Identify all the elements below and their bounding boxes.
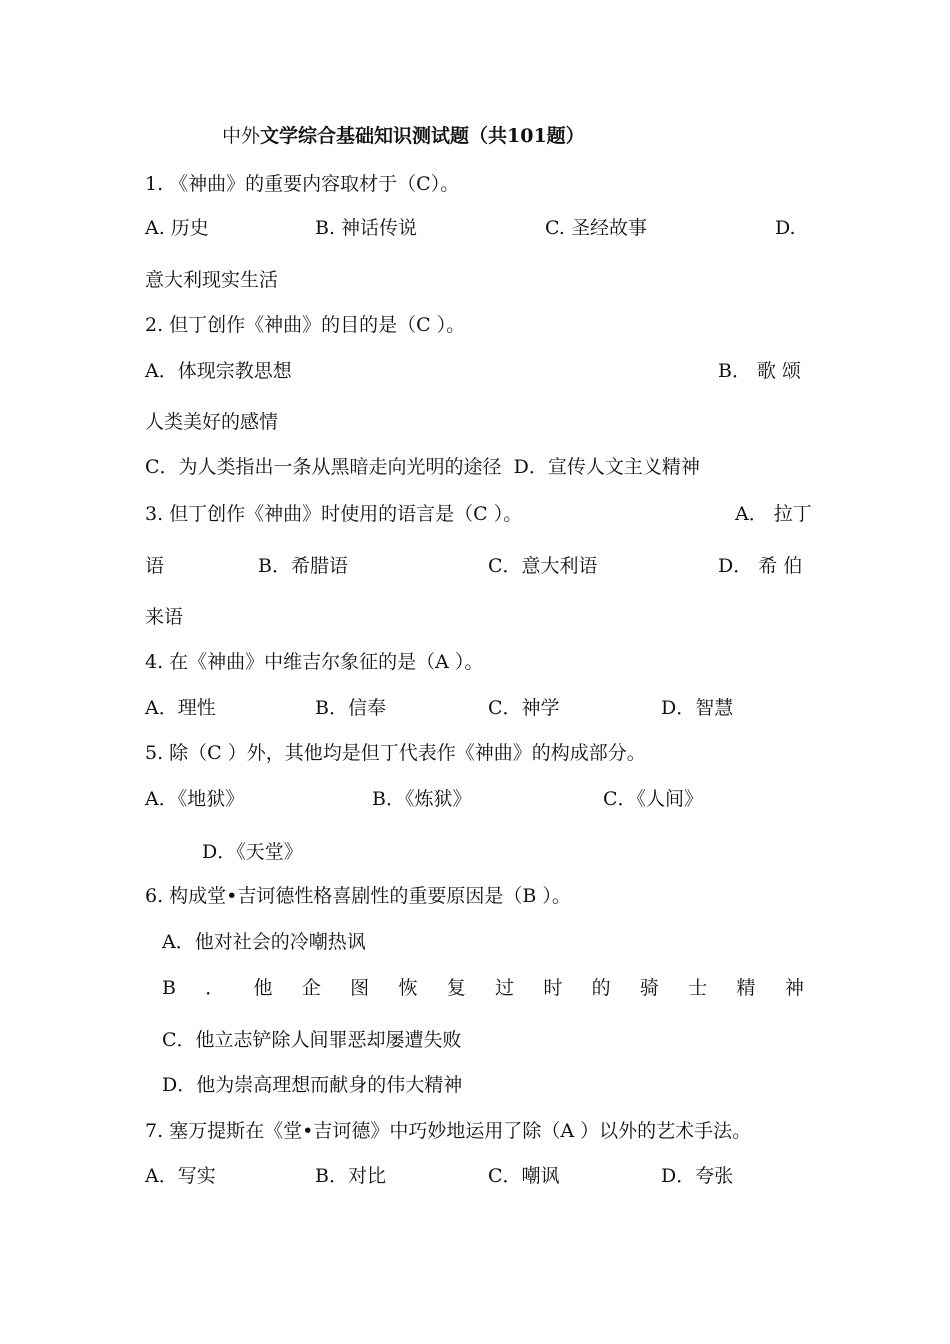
question-2-option-a: A．体现宗教思想 — [145, 360, 292, 382]
question-4-option-a: A．理性 — [145, 697, 216, 719]
question-7-option-d: D．夸张 — [661, 1165, 734, 1187]
question-5-option-d: D．《天堂》 — [202, 841, 303, 863]
question-3-option-d: D． 希 伯 — [718, 555, 803, 577]
option-b-char: 过 — [495, 977, 515, 999]
question-7-stem: 7. 塞万提斯在《堂•吉诃德》中巧妙地运用了除（A ）以外的艺术手法。 — [145, 1120, 752, 1142]
question-3-stem: 3. 但丁创作《神曲》时使用的语言是（C ）。 — [145, 503, 523, 525]
question-1-option-d-continued: 意大利现实生活 — [145, 269, 279, 291]
option-b-char: 的 — [591, 977, 611, 999]
option-b-char: 骑 — [639, 977, 659, 999]
question-7-option-b: B．对比 — [315, 1165, 386, 1187]
question-4-stem: 4. 在《神曲》中维吉尔象征的是（A ）。 — [145, 651, 484, 673]
question-3-option-c: C．意大利语 — [488, 555, 598, 577]
title-bold: 文学综合基础知识测试题（共101题） — [260, 125, 585, 147]
question-1-option-b: B. 神话传说 — [315, 217, 418, 239]
question-4-option-b: B．信奉 — [315, 697, 386, 719]
question-1-option-c: C. 圣经故事 — [545, 217, 647, 239]
question-5-stem: 5. 除（C ）外，其他均是但丁代表作《神曲》的构成部分。 — [145, 742, 646, 764]
question-3-option-a-continued: 语 — [145, 555, 165, 577]
question-3-option-d-continued: 来语 — [145, 606, 184, 628]
question-6-option-c: C．他立志铲除人间罪恶却屡遭失败 — [162, 1029, 462, 1051]
option-b-char: ． — [205, 977, 225, 999]
option-b-char: 他 — [253, 977, 273, 999]
question-2-option-b: B． 歌 颂 — [718, 360, 802, 382]
question-6-option-d: D．他为崇高理想而献身的伟大精神 — [162, 1074, 463, 1096]
question-4-option-d: D．智慧 — [661, 697, 734, 719]
option-b-char: 时 — [543, 977, 563, 999]
question-6-option-b — [162, 979, 804, 998]
question-5-option-b: B．《炼狱》 — [372, 788, 472, 810]
question-6-stem: 6. 构成堂•吉诃德性格喜剧性的重要原因是（B ）。 — [145, 885, 571, 907]
option-b-char: 神 — [784, 977, 804, 999]
question-1-option-a: A. 历史 — [145, 217, 209, 239]
option-b-char: 精 — [736, 977, 756, 999]
question-2-options-c-d: C．为人类指出一条从黑暗走向光明的途径 D．宣传人文主义精神 — [145, 456, 700, 478]
question-5-option-a: A．《地狱》 — [145, 788, 245, 810]
question-4-option-c: C．神学 — [488, 697, 560, 719]
page-title — [222, 127, 585, 146]
question-3-option-a: A． 拉丁 — [735, 503, 812, 525]
question-2-stem: 2. 但丁创作《神曲》的目的是（C ）。 — [145, 314, 466, 336]
option-b-char: B — [162, 977, 176, 999]
question-7-option-c: C．嘲讽 — [488, 1165, 560, 1187]
title-prefix: 中外 — [222, 125, 261, 147]
question-6-option-a: A．他对社会的冷嘲热讽 — [162, 931, 366, 953]
question-7-option-a: A．写实 — [145, 1165, 216, 1187]
question-5-option-c: C．《人间》 — [603, 788, 704, 810]
option-b-char: 复 — [446, 977, 466, 999]
option-b-char: 企 — [301, 977, 321, 999]
question-1-stem: 1. 《神曲》的重要内容取材于（C）。 — [145, 173, 460, 195]
option-b-char: 恢 — [398, 977, 418, 999]
option-b-char: 士 — [688, 977, 708, 999]
option-b-char: 图 — [350, 977, 370, 999]
question-3-option-b: B．希腊语 — [258, 555, 348, 577]
question-1-option-d: D. — [775, 217, 796, 239]
question-2-option-b-continued: 人类美好的感情 — [145, 411, 279, 433]
